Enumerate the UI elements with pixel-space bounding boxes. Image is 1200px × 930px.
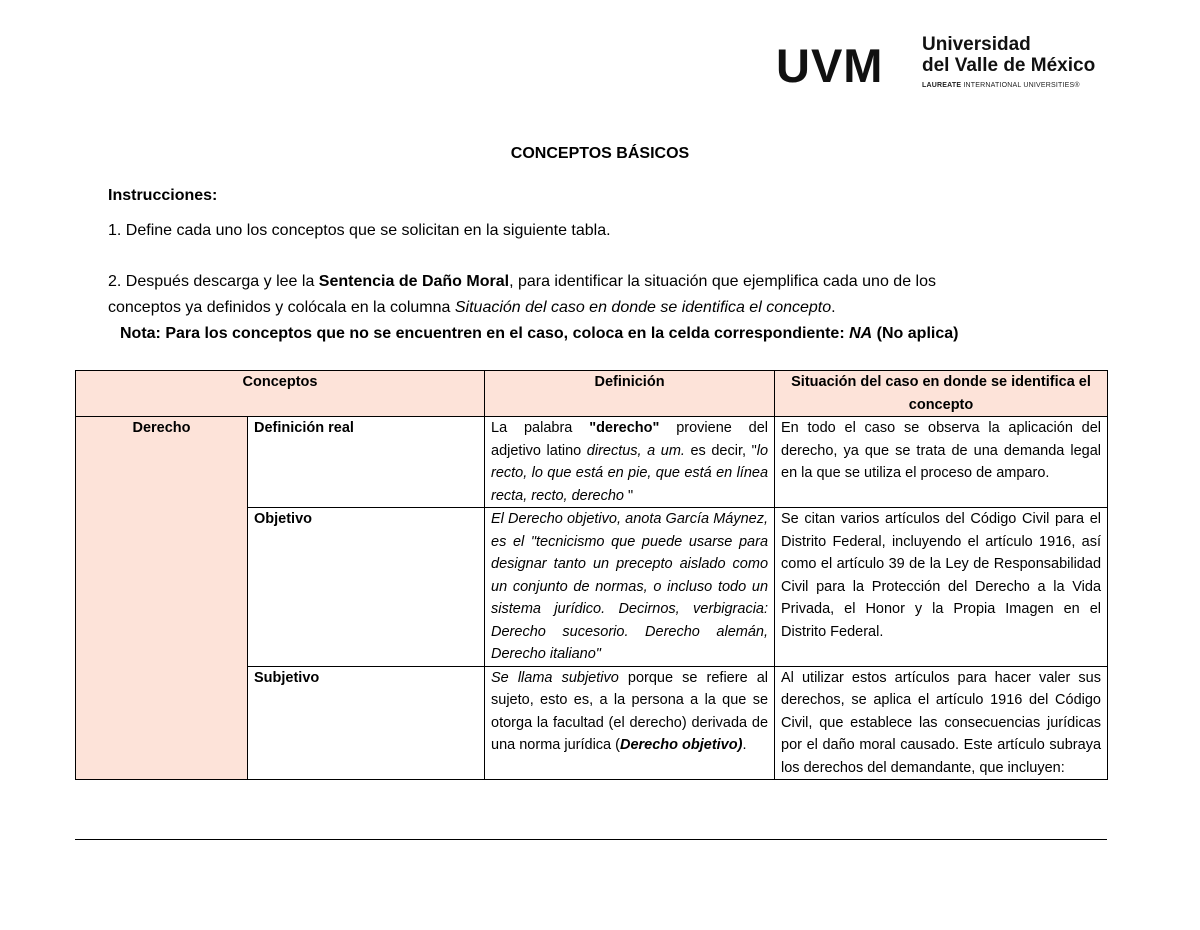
row-situation: Al utilizar estos artículos para hacer valer sus derechos, se aplica el artículo 1916 del Código Civil, que establece las consecuencias jurídicas por el daño moral causado. Este artículo subraya los derechos del demandante, que incluyen: xyxy=(775,666,1108,780)
header-concepts: Conceptos xyxy=(76,371,485,417)
logo-name-line2: del Valle de México xyxy=(922,55,1096,76)
page-bottom-mask xyxy=(0,840,1200,930)
row-situation: Se citan varios artículos del Código Civil para el Distrito Federal, incluyendo el artículo 1916, así como el artículo 39 de la Ley de Responsabilidad Civil para la Protección del Derecho a la Vida Privada, el Honor y la Propia Imagen en el Distrito Federal. xyxy=(775,508,1108,667)
def-part: Se llama subjetivo xyxy=(491,669,619,686)
logo-tagline-rest: INTERNATIONAL UNIVERSITIES® xyxy=(961,82,1080,89)
instructions-heading: Instrucciones: xyxy=(108,187,218,204)
def-part: es decir, " xyxy=(684,442,757,459)
row-definition xyxy=(485,666,775,780)
header-situation: Situación del caso en donde se identifica el concepto xyxy=(775,371,1108,417)
row-situation: En todo el caso se observa la aplicación del derecho, ya que se trata de una demanda legal en la que se utiliza el proceso de amparo. xyxy=(775,417,1108,508)
instruction-step-1: 1. Define cada uno los conceptos que se solicitan en la siguiente tabla. xyxy=(108,222,611,239)
step2-post: , para identificar la situación que ejemplifica cada uno de los xyxy=(509,273,936,290)
note-pre: Nota: Para los conceptos que no se encuentren en el caso, coloca en la celda correspondiente: xyxy=(120,325,850,342)
uvm-logo xyxy=(776,34,1096,94)
def-part: proviene del adjetivo latino xyxy=(491,420,769,459)
concept-cell: Derecho xyxy=(76,417,248,780)
logo-tagline-bold: LAUREATE xyxy=(922,82,962,89)
row-label: Subjetivo xyxy=(248,666,485,780)
def-part: La palabra xyxy=(491,420,590,436)
step2-line2-italic: Situación del caso en donde se identifica el concepto xyxy=(454,299,832,316)
table-row xyxy=(76,417,1108,508)
logo-name xyxy=(922,34,1095,76)
page-title: CONCEPTOS BÁSICOS xyxy=(510,145,690,162)
step2-line2-post: . xyxy=(831,299,836,316)
note-italic: NA xyxy=(849,325,873,342)
logo-mark: UVM xyxy=(776,39,884,92)
def-part: . xyxy=(742,737,747,753)
instruction-step-2 xyxy=(108,270,936,294)
header-definition: Definición xyxy=(485,371,775,417)
def-part: "derecho" xyxy=(589,420,660,436)
def-part: porque se refiere al sujeto, esto es, a la persona a la que se otorga la facultad (el derecho) derivada de una norma jurídica ( xyxy=(491,669,769,753)
step2-line2-pre: conceptos ya definidos y colócala en la columna xyxy=(108,299,455,316)
row-definition: El Derecho objetivo, anota García Máynez, es el "tecnicismo que puede usarse para designar tanto un precepto aislado como un conjunto de normas, o incluso todo un sistema jurídico. Decirnos, verbigracia: Derecho sucesorio. Derecho alemán, Derecho italiano" xyxy=(485,508,775,667)
instruction-note xyxy=(120,322,958,346)
def-part: Derecho objetivo) xyxy=(619,737,743,753)
row-label: Objetivo xyxy=(248,508,485,667)
def-part: directus, a um. xyxy=(586,442,685,459)
note-post: (No aplica) xyxy=(872,325,959,342)
step2-bold: Sentencia de Daño Moral xyxy=(318,273,510,290)
table-header-row xyxy=(76,371,1108,417)
def-part: " xyxy=(624,487,634,504)
concepts-table xyxy=(75,370,1108,780)
logo-tagline xyxy=(922,82,1080,89)
instruction-step-2-line2 xyxy=(108,296,836,320)
row-label: Definición real xyxy=(248,417,485,508)
row-definition xyxy=(485,417,775,508)
logo-name-line1: Universidad xyxy=(922,34,1031,55)
step2-pre: 2. Después descarga y lee la xyxy=(108,273,319,290)
page-cut-line xyxy=(75,839,1107,840)
def-part: lo recto, lo que está en pie, que está en línea recta, recto, derecho xyxy=(491,442,769,504)
